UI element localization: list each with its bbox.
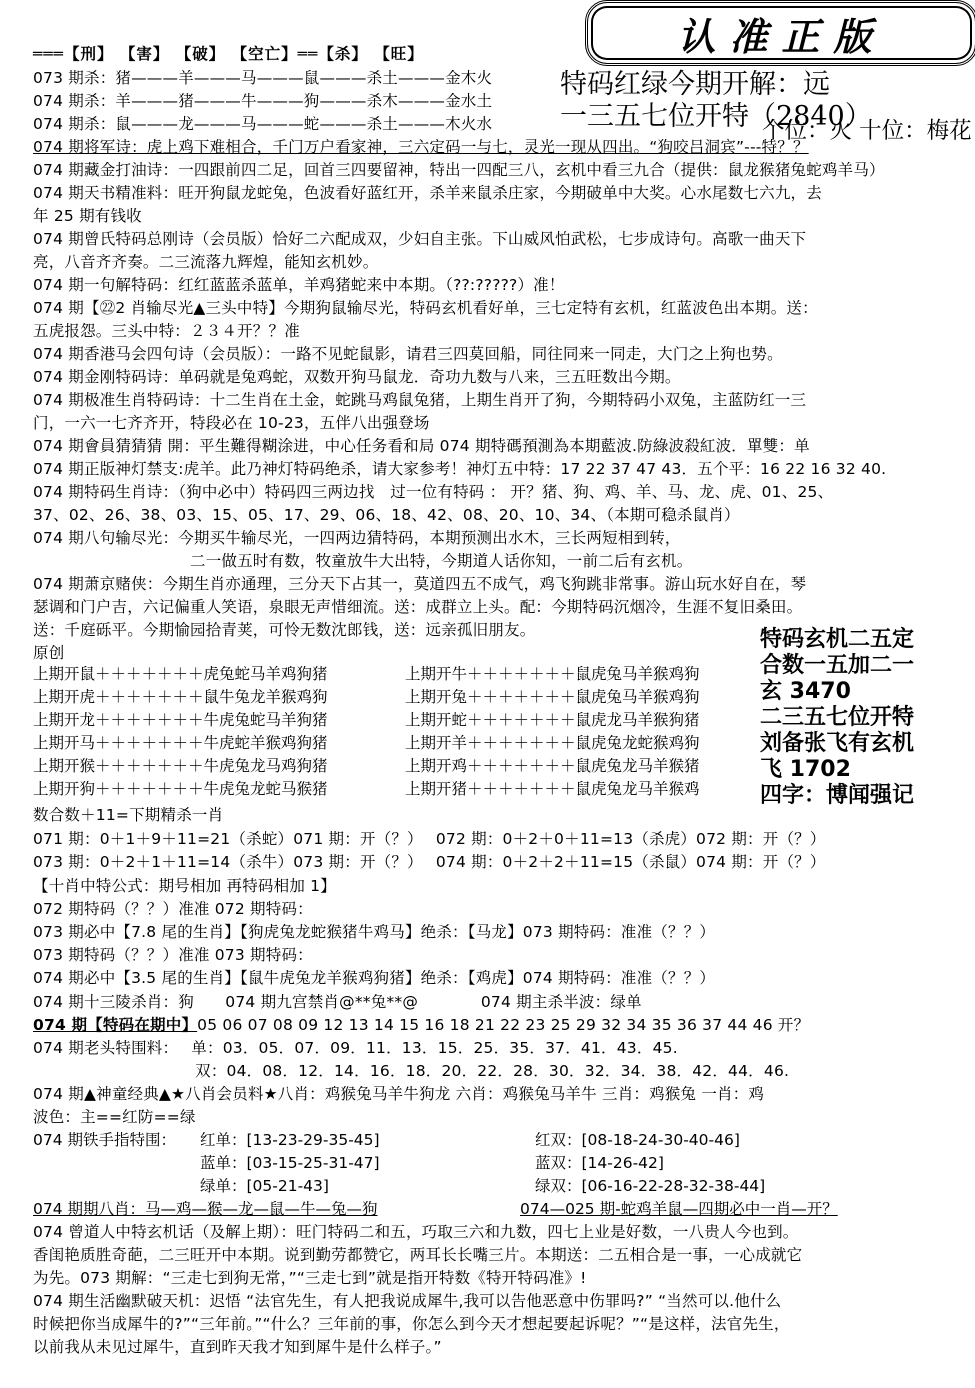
kill-line: 073 期杀：猪———羊———马———鼠———杀土———金木火 <box>33 69 493 87</box>
genius-line: 074 期▲神童经典▲★八肖会员料★八肖：鸡猴兔马羊牛狗龙 六肖：鸡猴兔马羊牛 三肖：鸡猴兔 一肖：鸡 <box>33 1085 765 1103</box>
side-note: 玄 3470 <box>760 679 851 704</box>
prev-left: 上期开猴＋＋＋＋＋＋＋牛虎兔龙马鸡狗猪 <box>33 757 328 775</box>
iron-left: 红单：[13-23-29-35-45] <box>200 1131 380 1149</box>
formula-line: 073 期必中【7.8 尾的生肖】【狗虎兔龙蛇猴猪牛鸡马】绝杀：【马龙】073 期特码：准准（？？） <box>33 923 716 941</box>
text-line: 074 期萧京赌侠：今期生肖亦通理，三分天下占其一，莫道四五不成气，鸡飞狗跳非常事。游山玩水好自在，琴 <box>33 575 807 593</box>
text-line: 二一做五时有数，牧童放牛大出特，今期道人话你知，一前二后有玄机。 <box>33 552 693 570</box>
prev-right: 上期开牛＋＋＋＋＋＋＋鼠虎兔马羊猴鸡狗 <box>405 665 700 683</box>
oldhead-line: 074 期老头特围料： 单：03．05．07．09．11．13．15．25．35．37．41．43．45. <box>33 1039 678 1057</box>
iron-left: 蓝单：[03-15-25-31-47] <box>200 1154 380 1172</box>
oldhead-line: 双：04．08．12．14．16．18．20．22．28．30．32．34．38．42．44．46. <box>33 1062 790 1080</box>
prev-right: 上期开猪＋＋＋＋＋＋＋鼠虎兔龙马羊猴鸡 <box>405 780 700 798</box>
eight-zodiac-right: 074—025 期-蛇鸡羊鼠—四期必中一肖—开？ <box>520 1200 838 1218</box>
special-numbers: 05 06 07 08 09 12 13 14 15 16 18 21 22 23 25 29 32 34 35 36 37 44 46 开？ <box>197 1016 810 1034</box>
prev-left: 上期开马＋＋＋＋＋＋＋牛虎蛇羊猴鸡狗猪 <box>33 734 328 752</box>
iron-right: 红双：[08-18-24-30-40-46] <box>535 1131 740 1149</box>
text-line: 074 期曾氏特码总刚诗（会员版）恰好二六配成双，少妇自主张。下山威风怕武松，七步成诗句。高歌一曲天下 <box>33 230 807 248</box>
side-note: 二三五七位开特 <box>760 705 915 730</box>
text-line: 074 期天书精准料：旺开狗鼠龙蛇兔，色波看好蓝红开，杀羊来鼠杀庄家，今期破单中大奖。心水尾数七六九，去 <box>33 184 822 202</box>
prev-right: 上期开蛇＋＋＋＋＋＋＋鼠虎龙马羊猴狗猪 <box>405 711 700 729</box>
text-line: 074 期八句输尽光：今期买牛输尽光，一四两边猜特码，本期预测出水木，三长两短相到转， <box>33 529 681 547</box>
text-line: 074 期将军诗：虎上鸡下难相合，千门万户看家神，三六定码一与七，灵光一现从四出。“狗咬吕洞宾”---特？？ <box>33 138 809 156</box>
text-line: 074 期【㉒2 肖输尽光▲三头中特】今期狗鼠输尽光，特码玄机看好单，三七定特有玄机，红蓝波色出本期。送： <box>33 299 818 317</box>
headline-positions: 一三五七位开特（2840） <box>560 101 872 132</box>
formula-line: 073 期：0＋2＋1＋11=14（杀牛）073 期：开（？） 074 期：0＋2＋2＋11=15（杀鼠）074 期：开（？） <box>33 853 826 871</box>
side-note: 特码玄机二五定 <box>760 627 915 652</box>
formula-line: 074 期十三陵杀肖：狗 074 期九宫禁肖@**兔**@ 074 期主杀半波：绿单 <box>33 993 642 1011</box>
formula-line: 【十肖中特公式：期号相加 再特码相加 1】 <box>33 877 336 895</box>
closing-line: 为先。073 期解：“三走七到狗无常，”“三走七到”就是指开特数《特开特码准》! <box>33 1269 587 1287</box>
text-line: 074 期正版神灯禁支:虎羊。此乃神灯特码绝杀，请大家参考！神灯五中特：17 22 37 47 43．五个平：16 22 16 32 40. <box>33 460 887 478</box>
side-note: 刘备张飞有玄机 <box>760 731 915 756</box>
eight-zodiac-left: 074 期期八肖：马—鸡—猴—龙—鼠—牛—兔—狗 <box>33 1200 378 1218</box>
prev-left: 上期开龙＋＋＋＋＋＋＋牛虎兔蛇马羊狗猪 <box>33 711 328 729</box>
prev-left: 上期开虎＋＋＋＋＋＋＋鼠牛兔龙羊猴鸡狗 <box>33 688 328 706</box>
text-line: 送：千庭砾平。今期愉园拾青荚，可怜无数沈郎钱，送：远亲孤旧朋友。 <box>33 621 536 639</box>
formula-line: 072 期特码（？？）准准 072 期特码： <box>33 900 313 918</box>
side-note: 四字：博闻强记 <box>760 783 915 808</box>
text-line: 亮，八音齐齐奏。二三流落九辉煌，能知玄机妙。 <box>33 253 379 271</box>
formula-line: 074 期必中【3.5 尾的生肖】【鼠牛虎兔龙羊猴鸡狗猪】绝杀：【鸡虎】074 期特码：准准（？？） <box>33 969 716 987</box>
text-line: 五虎报怨。三头中特：２３４开？？准 <box>33 322 300 340</box>
text-line: 原创 <box>33 644 65 662</box>
special-numbers-line <box>33 1015 809 1036</box>
formula-line: 073 期特码（？？）准准 073 期特码： <box>33 946 313 964</box>
logo-authentic-badge: 认准正版 <box>585 0 975 66</box>
text-line: 074 期金刚特码诗：单码就是兔鸡蛇，双数开狗马鼠龙．奇功九数与八来，三五旺数出今期。 <box>33 368 681 386</box>
formula-line: 数合数＋11=下期精杀一肖 <box>33 806 224 824</box>
text-line: 074 期會員猜猜猜 開：平生難得糊涂进，中心任务看和局 074 期特碼預測為本期藍波.防綠波殺紅波．單雙：单 <box>33 437 810 455</box>
prev-left: 上期开鼠＋＋＋＋＋＋＋虎兔蛇马羊鸡狗猪 <box>33 665 328 683</box>
text-line: 瑟调和门户吉，六记偏重人笑语，泉眼无声惜细流。送：成群立上头。配：今期特码沉烟冷，生涯不复旧桑田。 <box>33 598 803 616</box>
text-line: 074 期香港马会四句诗（会员版）：一路不见蛇鼠影，请君三四莫回船，同往同来一同走，大门之上狗也势。 <box>33 345 783 363</box>
wave-line: 波色：主==红防==绿 <box>33 1108 196 1126</box>
iron-right: 蓝双：[14-26-42] <box>535 1154 664 1172</box>
closing-line: 074 期生活幽默破天机：迟悟 “法官先生，有人把我说成犀牛,我可以告他恶意中伤罪吗?” “当然可以.他什么 <box>33 1292 782 1310</box>
iron-title: 074 期铁手指特围： <box>33 1131 177 1149</box>
side-note: 合数一五加二一 <box>760 653 915 678</box>
text-line: 074 期一句解特码：红红蓝蓝杀蓝单，羊鸡猪蛇来中本期。（??:?????）准！ <box>33 276 565 294</box>
text-line: 门，一六一七齐齐开，特段必在 10-23，五伴八出强登场 <box>33 414 430 432</box>
iron-left: 绿单：[05-21-43] <box>200 1177 329 1195</box>
prev-left: 上期开狗＋＋＋＋＋＋＋牛虎兔龙蛇马猴猪 <box>33 780 328 798</box>
text-line: 37、02、26、38、03、15、05、17、29、06、18、42、08、20、10、34、（本期可稳杀鼠肖） <box>33 506 740 524</box>
header-categories: ═══【刑】 【害】 【破】 【空亡】══【杀】 【旺】 <box>33 45 424 63</box>
side-note: 飞 1702 <box>760 757 851 782</box>
special-label: 074 期【特码在期中】 <box>33 1016 198 1034</box>
text-line: 074 期藏金打油诗：一四跟前四二足，回首三四要留神，特出一四配三八，玄机中看三九合（提供：鼠龙猴猪兔蛇鸡羊马） <box>33 161 885 179</box>
text-line: 074 期极准生肖特码诗：十二生肖在土金，蛇跳马鸡鼠兔猪，上期生肖开了狗，今期特码小双兔，主蓝防红一三 <box>33 391 807 409</box>
formula-line: 071 期：0＋1＋9＋11=21（杀蛇）071 期：开（？） 072 期：0＋2＋0＋11=13（杀虎）072 期：开（？） <box>33 830 826 848</box>
iron-right: 绿双：[06-16-22-28-32-38-44] <box>535 1177 766 1195</box>
text-line: 074 期特码生肖诗：（狗中必中）特码四三两边找 过一位有特码 ： 开？猪、狗、鸡、羊、马、龙、虎、01、25、 <box>33 483 834 501</box>
prev-right: 上期开羊＋＋＋＋＋＋＋鼠虎兔龙蛇猴鸡狗 <box>405 734 700 752</box>
prev-right: 上期开鸡＋＋＋＋＋＋＋鼠虎兔龙马羊猴猪 <box>405 757 700 775</box>
text-line: 年 25 期有钱收 <box>33 207 142 225</box>
closing-line: 074 曾道人中特玄机话（及解上期）：旺门特码二和五，巧取三六和九数，四七上业是好数，一八贵人今也到。 <box>33 1223 799 1241</box>
closing-line: 以前我从未见过犀牛，直到昨天我才知到犀牛是什么样子。” <box>33 1338 442 1356</box>
closing-line: 香闺艳质胜奇葩，二三旺开中本期。说到勤劳都赞它，两耳长长嘴三片。本期送：二五相合是一事，一心成就它 <box>33 1246 803 1264</box>
closing-line: 时候把你当成犀牛的?”“三年前。”“什么？三年前的事，你怎么到今天才想起要起诉呢？”“是这样，法官先生， <box>33 1315 790 1333</box>
prev-right: 上期开兔＋＋＋＋＋＋＋鼠虎兔马羊猴鸡狗 <box>405 688 700 706</box>
headline-color: 特码红绿今期开解：远 <box>560 69 830 100</box>
headline-units: 个位：火 十位：梅花 <box>762 118 972 144</box>
kill-line: 074 期杀：羊———猪———牛———狗———杀木———金水土 <box>33 92 493 110</box>
kill-line: 074 期杀：鼠———龙———马———蛇———杀土———木火水 <box>33 115 493 133</box>
